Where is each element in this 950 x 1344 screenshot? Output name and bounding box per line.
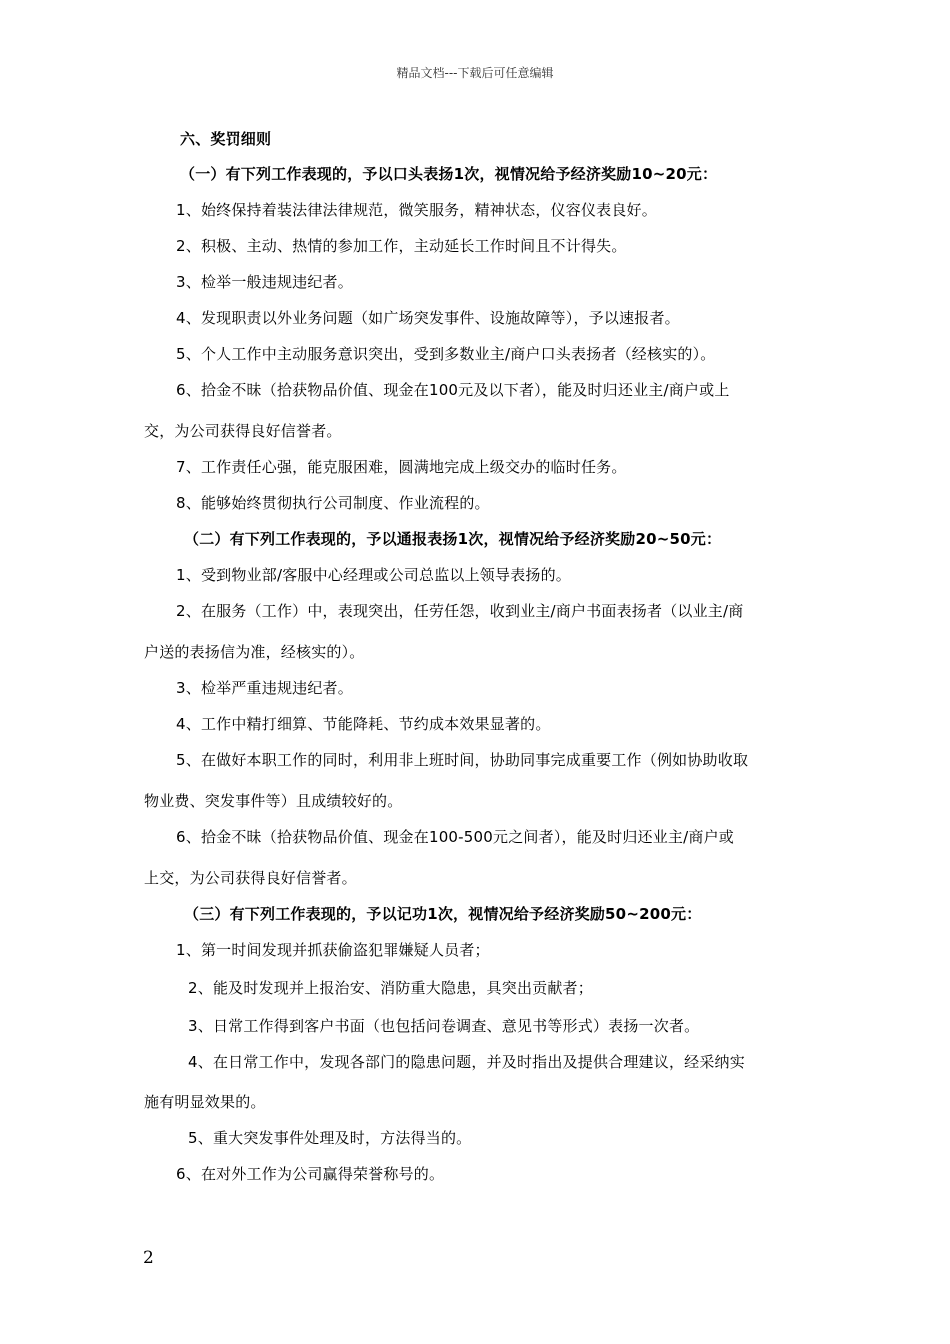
group-heading: （一）有下列工作表现的，予以口头表扬1次，视情况给予经济奖励10~20元： [180,165,718,183]
list-item: 8、能够始终贯彻执行公司制度、作业流程的。 [176,494,490,512]
list-item: 5、个人工作中主动服务意识突出，受到多数业主/商户口头表扬者（经核实的）。 [176,345,716,363]
list-item: 2、在服务（工作）中，表现突出，任劳任怨，收到业主/商户书面表扬者（以业主/商 [176,602,744,620]
list-item-continuation: 上交，为公司获得良好信誉者。 [144,869,357,887]
page-header: 精品文档---下载后可任意编辑 [396,66,554,80]
list-item: 6、在对外工作为公司赢得荣誉称号的。 [176,1165,445,1183]
list-item: 2、积极、主动、热情的参加工作，主动延长工作时间且不计得失。 [176,237,627,255]
list-item-continuation: 交，为公司获得良好信誉者。 [144,422,342,440]
list-item: 1、第一时间发现并抓获偷盗犯罪嫌疑人员者； [176,941,490,959]
list-item: 5、在做好本职工作的同时，利用非上班时间，协助同事完成重要工作（例如协助收取 [176,751,749,769]
list-item: 3、日常工作得到客户书面（也包括问卷调查、意见书等形式）表扬一次者。 [188,1017,700,1035]
list-item-continuation: 物业费、突发事件等）且成绩较好的。 [144,792,403,810]
list-item: 1、始终保持着装法律法律规范，微笑服务，精神状态，仪容仪表良好。 [176,201,657,219]
list-item: 6、拾金不昧（拾获物品价值、现金在100-500元之间者），能及时归还业主/商户或 [176,828,734,846]
list-item-continuation: 户送的表扬信为准，经核实的）。 [144,643,365,661]
list-item: 6、拾金不昧（拾获物品价值、现金在100元及以下者），能及时归还业主/商户或上 [176,381,730,399]
list-item: 2、能及时发现并上报治安、消防重大隐患，具突出贡献者； [188,979,593,997]
section-title: 六、奖罚细则 [180,130,272,148]
list-item: 1、受到物业部/客服中心经理或公司总监以上领导表扬的。 [176,566,571,584]
group-heading: （三）有下列工作表现的，予以记功1次，视情况给予经济奖励50~200元： [184,905,702,923]
list-item: 7、工作责任心强，能克服困难，圆满地完成上级交办的临时任务。 [176,458,627,476]
list-item: 4、工作中精打细算、节能降耗、节约成本效果显著的。 [176,715,551,733]
list-item: 4、在日常工作中，发现各部门的隐患问题，并及时指出及提供合理建议，经采纳实 [188,1053,745,1071]
group-heading: （二）有下列工作表现的，予以通报表扬1次，视情况给予经济奖励20~50元： [184,530,722,548]
page-number: 2 [143,1248,154,1268]
list-item: 5、重大突发事件处理及时，方法得当的。 [188,1129,472,1147]
list-item: 3、检举一般违规违纪者。 [176,273,353,291]
list-item-continuation: 施有明显效果的。 [144,1093,266,1111]
list-item: 4、发现职责以外业务问题（如广场突发事件、设施故障等），予以速报者。 [176,309,680,327]
list-item: 3、检举严重违规违纪者。 [176,679,353,697]
